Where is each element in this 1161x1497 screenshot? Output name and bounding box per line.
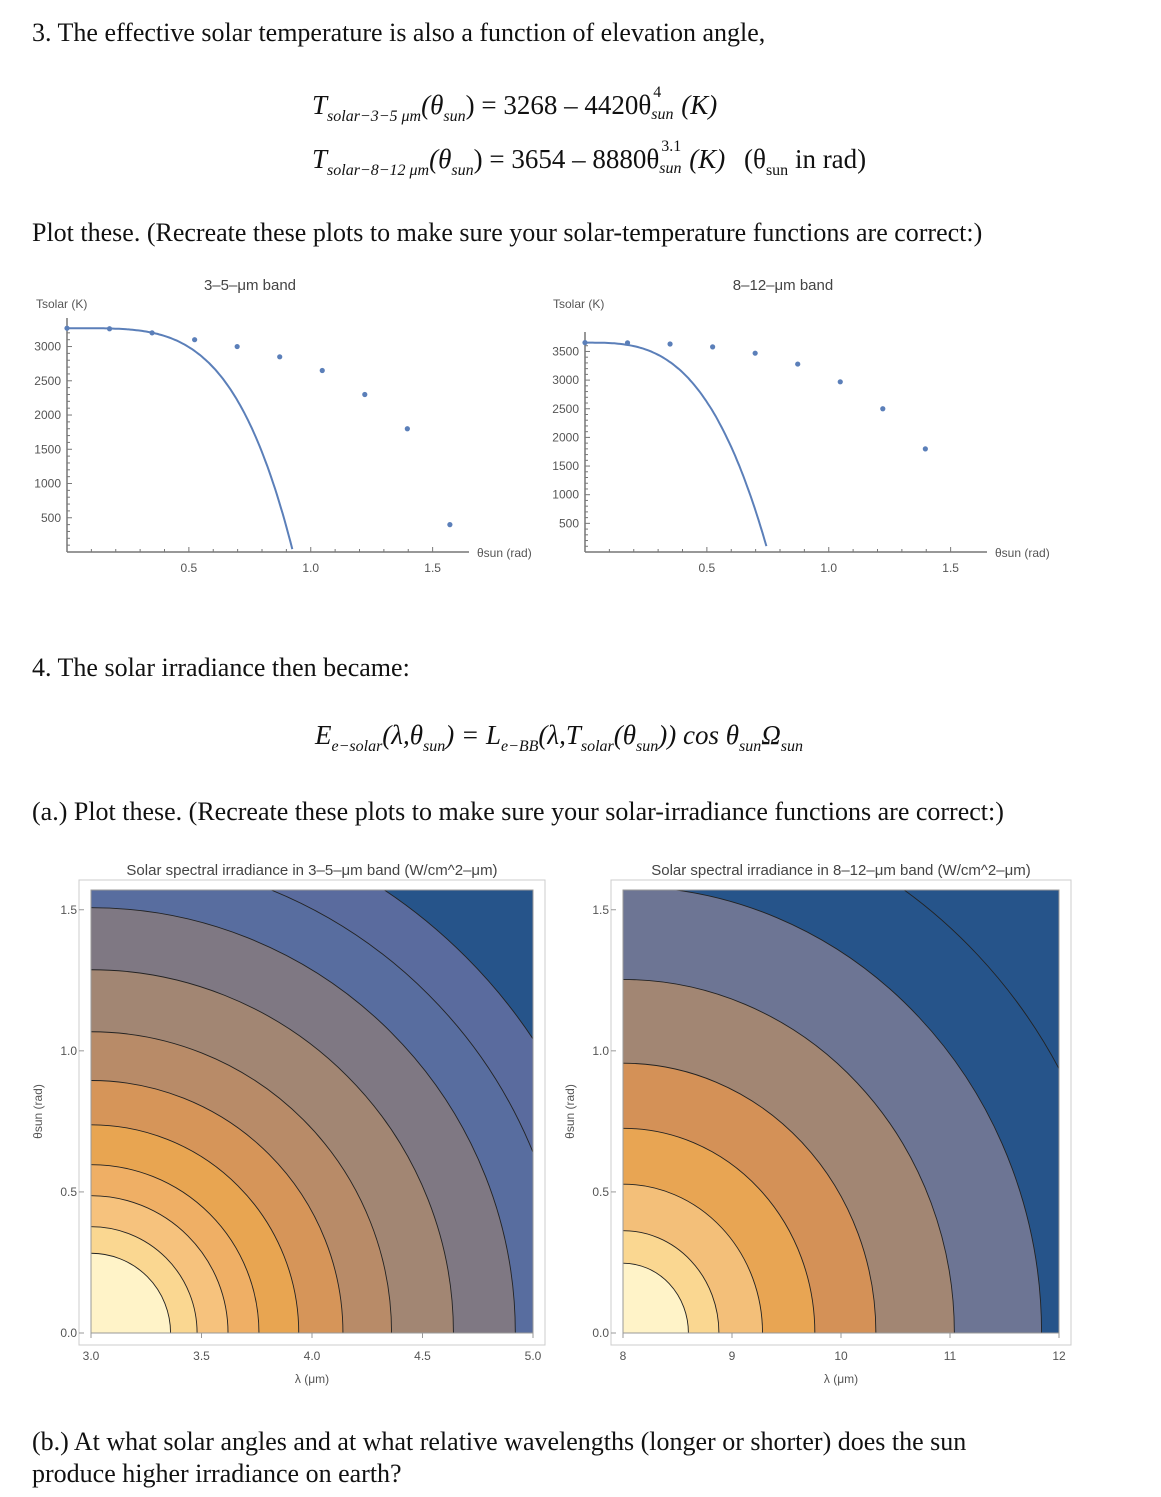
chart-title: 3–5–μm band xyxy=(203,277,297,294)
y-tick-label: 1500 xyxy=(552,459,579,474)
y-tick-label: 1500 xyxy=(34,442,61,457)
fit-curve xyxy=(585,343,766,546)
x-tick-label: 12 xyxy=(1052,1349,1066,1363)
y-tick-label: 3500 xyxy=(552,344,579,359)
y-tick-label: 1000 xyxy=(552,487,579,502)
data-point xyxy=(64,326,69,331)
x-tick-label: 0.5 xyxy=(180,561,198,575)
data-point xyxy=(795,361,800,366)
data-point xyxy=(582,340,587,345)
x-tick-label: 1.5 xyxy=(942,561,959,575)
x-tick-label: 11 xyxy=(943,1349,957,1363)
chart-title: 8–12–μm band xyxy=(732,277,834,294)
line-chart-8-12 xyxy=(540,270,1080,590)
y-axis-label: Tsolar (K) xyxy=(36,297,88,311)
data-point xyxy=(753,351,758,356)
data-point xyxy=(277,354,282,359)
y-axis-label: θsun (rad) xyxy=(31,1084,45,1139)
x-tick-label: 10 xyxy=(834,1349,848,1363)
y-tick-label: 2500 xyxy=(552,401,579,416)
x-tick-label: 5.0 xyxy=(524,1349,542,1363)
q3-plot-instruction: Plot these. (Recreate these plots to make sure your solar-temperature functions are correct:) xyxy=(32,218,983,247)
equation-t-solar-3-5: $T_{solar-3-5 \mu m}(\theta_{sun}) = 3268 - 4420\theta$ 4 sun (K) xyxy=(312,83,718,125)
equation-irradiance: $E_{e-solar}(\lambda,\theta_{sun}) = L_{e-BB}(\lambda,T_{solar}(\theta_{sun}))$ $\cos \theta_{sun}\Omega_{sun}$ xyxy=(315,720,804,755)
x-tick-label: 8 xyxy=(619,1349,627,1363)
y-tick-label: 500 xyxy=(40,510,61,525)
data-point xyxy=(107,326,112,331)
data-point xyxy=(880,406,885,411)
data-point xyxy=(192,337,197,342)
q4b-line1: (b.) At what solar angles and at what relative wavelengths (longer or shorter) does the sun xyxy=(32,1427,967,1456)
data-point xyxy=(667,341,672,346)
y-tick-label: 1.5 xyxy=(60,902,77,917)
chart-title: Solar spectral irradiance in 8–12–μm band (W/cm^2–μm) xyxy=(651,862,1031,879)
q4b-line2: produce higher irradiance on earth? xyxy=(32,1459,402,1488)
contour-bands xyxy=(0,801,621,1497)
x-tick-label: 4.5 xyxy=(414,1349,431,1363)
fit-curve xyxy=(67,328,292,549)
y-tick-label: 1.0 xyxy=(592,1043,609,1058)
x-tick-label: 1.0 xyxy=(820,561,838,575)
chart-title: Solar spectral irradiance in 3–5–μm band (W/cm^2–μm) xyxy=(126,862,498,879)
data-point xyxy=(625,340,630,345)
data-point xyxy=(710,344,715,349)
x-tick-label: 9 xyxy=(728,1349,736,1363)
line-chart-3-5 xyxy=(20,270,560,590)
y-tick-label: 3000 xyxy=(552,373,579,388)
q4-intro: 4. The solar irradiance then became: xyxy=(32,653,410,682)
x-tick-label: 3.0 xyxy=(82,1349,100,1363)
q3-intro: 3. The effective solar temperature is also a function of elevation angle, xyxy=(32,18,766,47)
x-tick-label: 1.0 xyxy=(302,561,320,575)
data-point xyxy=(235,344,240,349)
y-tick-label: 2000 xyxy=(552,430,579,445)
data-point xyxy=(447,522,452,527)
x-tick-label: 0.5 xyxy=(698,561,716,575)
y-tick-label: 1.5 xyxy=(592,902,609,917)
y-tick-label: 0.0 xyxy=(592,1326,609,1340)
x-axis-label: θsun (rad) xyxy=(477,546,532,560)
x-axis-label: λ (μm) xyxy=(823,1372,859,1386)
data-point xyxy=(838,379,843,384)
data-point xyxy=(923,446,928,451)
y-tick-label: 500 xyxy=(558,516,579,531)
data-point xyxy=(149,330,154,335)
x-axis-label: λ (μm) xyxy=(294,1372,330,1386)
contour-plot-3-5 xyxy=(28,855,558,1400)
y-axis-label: θsun (rad) xyxy=(563,1084,577,1139)
y-tick-label: 1000 xyxy=(34,476,61,491)
y-tick-label: 3000 xyxy=(34,339,61,354)
y-tick-label: 0.0 xyxy=(60,1326,77,1340)
x-axis-label: θsun (rad) xyxy=(995,546,1050,560)
y-axis-label: Tsolar (K) xyxy=(553,297,605,311)
y-tick-label: 2000 xyxy=(34,408,61,423)
data-point xyxy=(405,426,410,431)
y-tick-label: 1.0 xyxy=(60,1043,77,1058)
equation-t-solar-8-12: $T_{solar-8-12 \mu m}(\theta_{sun}) = 3654 - 8880\theta$ 3.1 sun (K) ($\theta_{sun}$ in rad) xyxy=(312,137,867,179)
q4a-instruction: (a.) Plot these. (Recreate these plots to make sure your solar-irradiance functions are correct:) xyxy=(32,797,1004,826)
data-point xyxy=(320,368,325,373)
x-tick-label: 3.5 xyxy=(193,1349,210,1363)
x-tick-label: 1.5 xyxy=(424,561,441,575)
y-tick-label: 0.5 xyxy=(592,1184,609,1199)
contour-plot-8-12 xyxy=(560,855,1090,1400)
x-tick-label: 4.0 xyxy=(303,1349,321,1363)
y-tick-label: 0.5 xyxy=(60,1184,77,1199)
data-point xyxy=(362,392,367,397)
y-tick-label: 2500 xyxy=(34,373,61,388)
